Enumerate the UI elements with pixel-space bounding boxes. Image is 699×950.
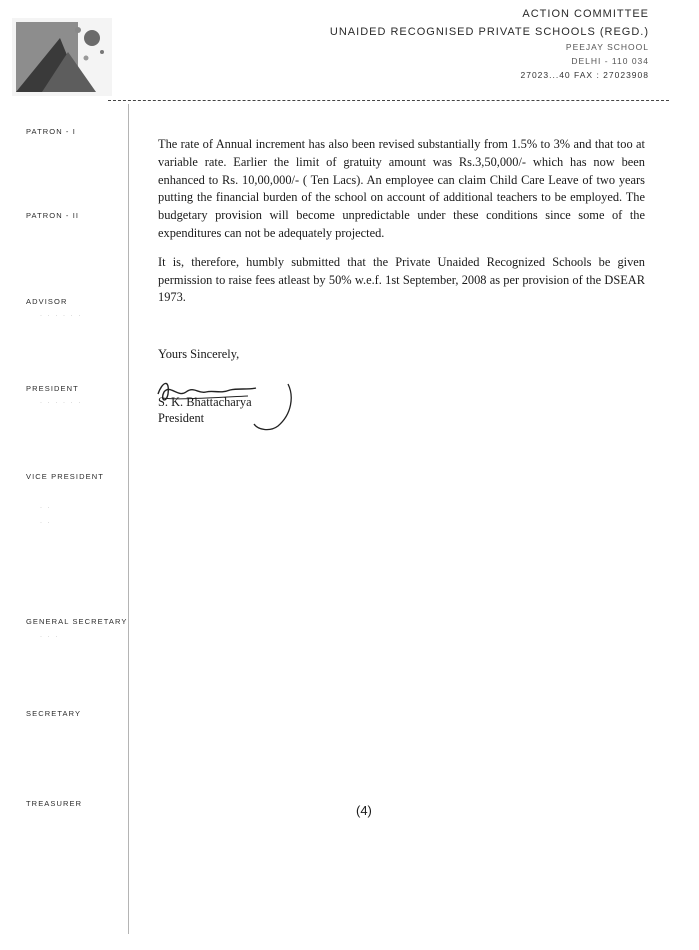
address-line: PEEJAY SCHOOL — [565, 42, 649, 52]
organization-name: UNAIDED RECOGNISED PRIVATE SCHOOLS (REGD.) — [329, 26, 649, 38]
faint-name-text: · · · · · · — [40, 400, 83, 406]
phone-fax-line: 27023...40 FAX : 27023908 — [520, 70, 649, 80]
sidebar-item-patron-1: PATRON - I — [26, 127, 76, 136]
sidebar-item-vice-president: VICE PRESIDENT — [26, 472, 104, 481]
header-divider — [108, 100, 669, 101]
faint-name-text: · · — [40, 520, 52, 526]
paragraph-fee-request: It is, therefore, humbly submitted that the Private Unaided Recognized Schools be given permission to raise fees atleast by 50% w.e.f. 1st September, 2008 as per provision of the DSEAR 1973. — [158, 254, 645, 305]
sidebar-item-patron-2: PATRON - II — [26, 211, 80, 220]
sidebar-divider — [128, 104, 129, 934]
sidebar-item-general-secretary: GENERAL SECRETARY — [26, 617, 128, 626]
sidebar-item-treasurer: TREASURER — [26, 799, 83, 808]
city-line: DELHI - 110 034 — [571, 56, 649, 66]
paragraph-increment-gratuity: The rate of Annual increment has also been revised substantially from 1.5% to 3% and that too at variable rate. Earlier the limit of gratuity amount was Rs.3,50,000/- which has now been enhanced to Rs. 10,00,000/- ( Ten Lacs). An employee can claim Child Care Leave of two years putting the financial burden of the school on account of additional teachers to be employed. The budgetary provision will become unpredictable under these conditions since some of the expenditures can not be adequately projected. — [158, 137, 645, 240]
sidebar-item-president: PRESIDENT — [26, 384, 79, 393]
sidebar-item-secretary: SECRETARY — [26, 709, 82, 718]
sidebar-item-advisor: ADVISOR — [26, 297, 68, 306]
closing-salutation: Yours Sincerely, — [158, 347, 240, 361]
letterhead — [330, 8, 649, 80]
faint-name-text: · · · — [40, 634, 60, 640]
sender-title: President — [158, 411, 205, 425]
faint-name-text: · · · · · · — [40, 313, 83, 319]
sender-block — [158, 394, 252, 426]
page-number: (4) — [356, 803, 372, 818]
letter-body — [158, 136, 645, 318]
faint-name-text: · · — [40, 505, 52, 511]
sender-name: S. K. Bhattacharya — [158, 395, 252, 409]
organization-logo — [12, 18, 112, 96]
committee-name: ACTION COMMITTEE — [522, 8, 649, 20]
